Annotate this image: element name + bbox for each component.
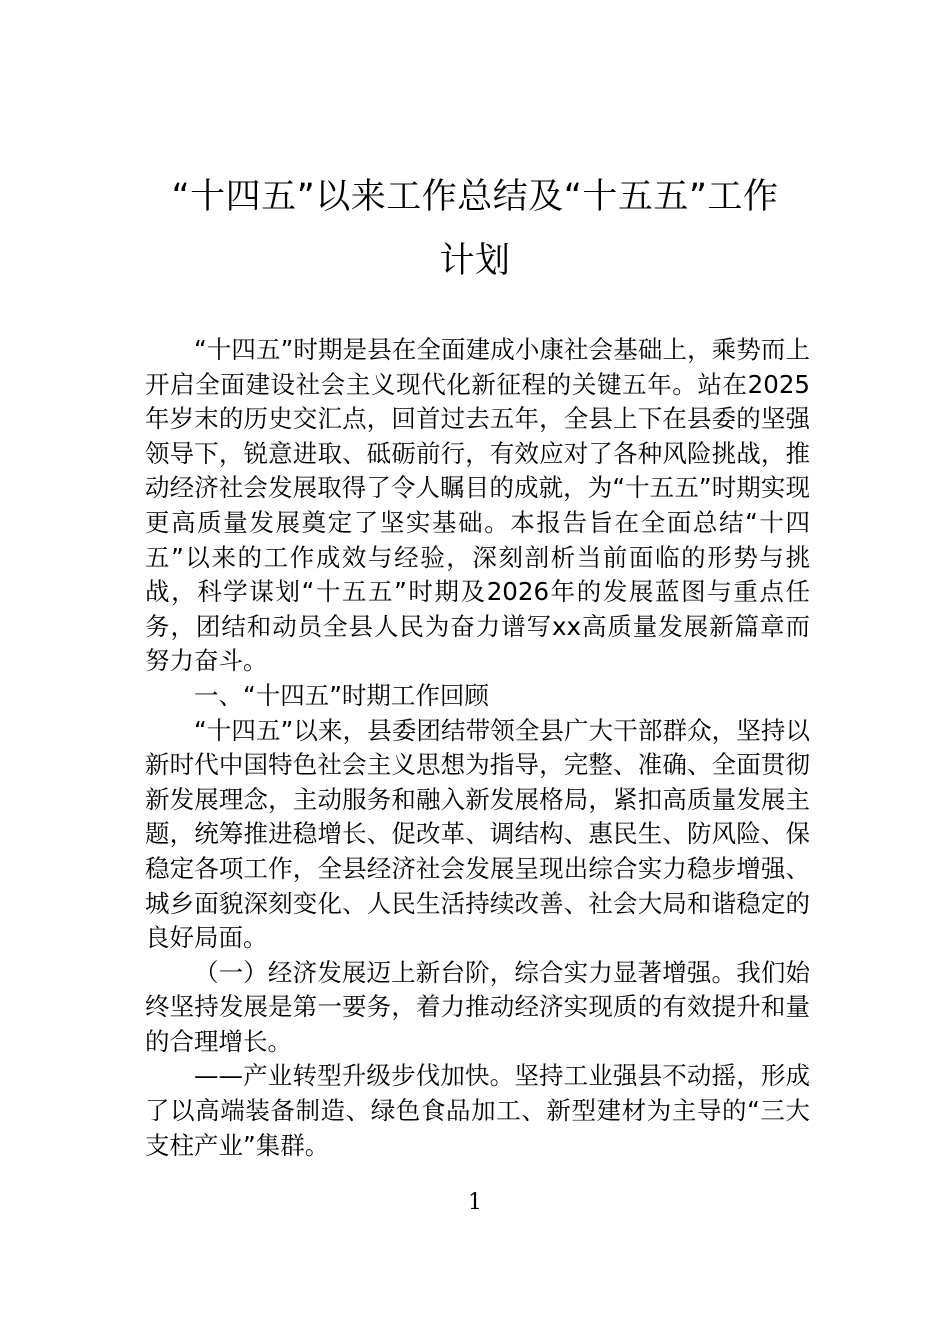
- intro-paragraph: “十四五”时期是县在全面建成小康社会基础上，乘势而上开启全面建设社会主义现代化新征程的关键五年。站在2025年岁末的历史交汇点，回首过去五年，全县上下在县委的坚强领导下，锐意进取、砥砺前行，有效应对了各种风险挑战，推动经济社会发展取得了令人瞩目的成就，为“十五五”时期实现更高质量发展奠定了坚实基础。本报告旨在全面总结“十四五”以来的工作成效与经验，深刻剖析当前面临的形势与挑战，科学谋划“十五五”时期及2026年的发展蓝图与重点任务，团结和动员全县人民为奋力谱写xx高质量发展新篇章而努力奋斗。: [145, 335, 810, 676]
- document-title: [140, 165, 810, 293]
- review-paragraph: “十四五”以来，县委团结带领全县广大干部群众，坚持以新时代中国特色社会主义思想为指导，完整、准确、全面贯彻新发展理念，主动服务和融入新发展格局，紧扣高质量发展主题，统筹推进稳增长、促改革、调结构、惠民生、防风险、保稳定各项工作，全县经济社会发展呈现出综合实力稳步增强、城乡面貌深刻变化、人民生活持续改善、社会大局和谐稳定的良好局面。: [145, 715, 810, 953]
- document-body: [145, 333, 810, 1163]
- subsection-paragraph: （一）经济发展迈上新台阶，综合实力显著增强。我们始终坚持发展是第一要务，着力推动经济实现质的有效提升和量的合理增长。: [145, 957, 810, 1056]
- title-line-2: 计划: [439, 241, 511, 281]
- industry-paragraph: ——产业转型升级步伐加快。坚持工业强县不动摇，形成了以高端装备制造、绿色食品加工、新型建材为主导的“三大支柱产业”集群。: [145, 1061, 810, 1160]
- title-line-1: “十四五”以来工作总结及“十五五”工作: [171, 177, 779, 217]
- page-number: 1: [468, 1190, 482, 1215]
- section-heading: 一、“十四五”时期工作回顾: [194, 680, 489, 710]
